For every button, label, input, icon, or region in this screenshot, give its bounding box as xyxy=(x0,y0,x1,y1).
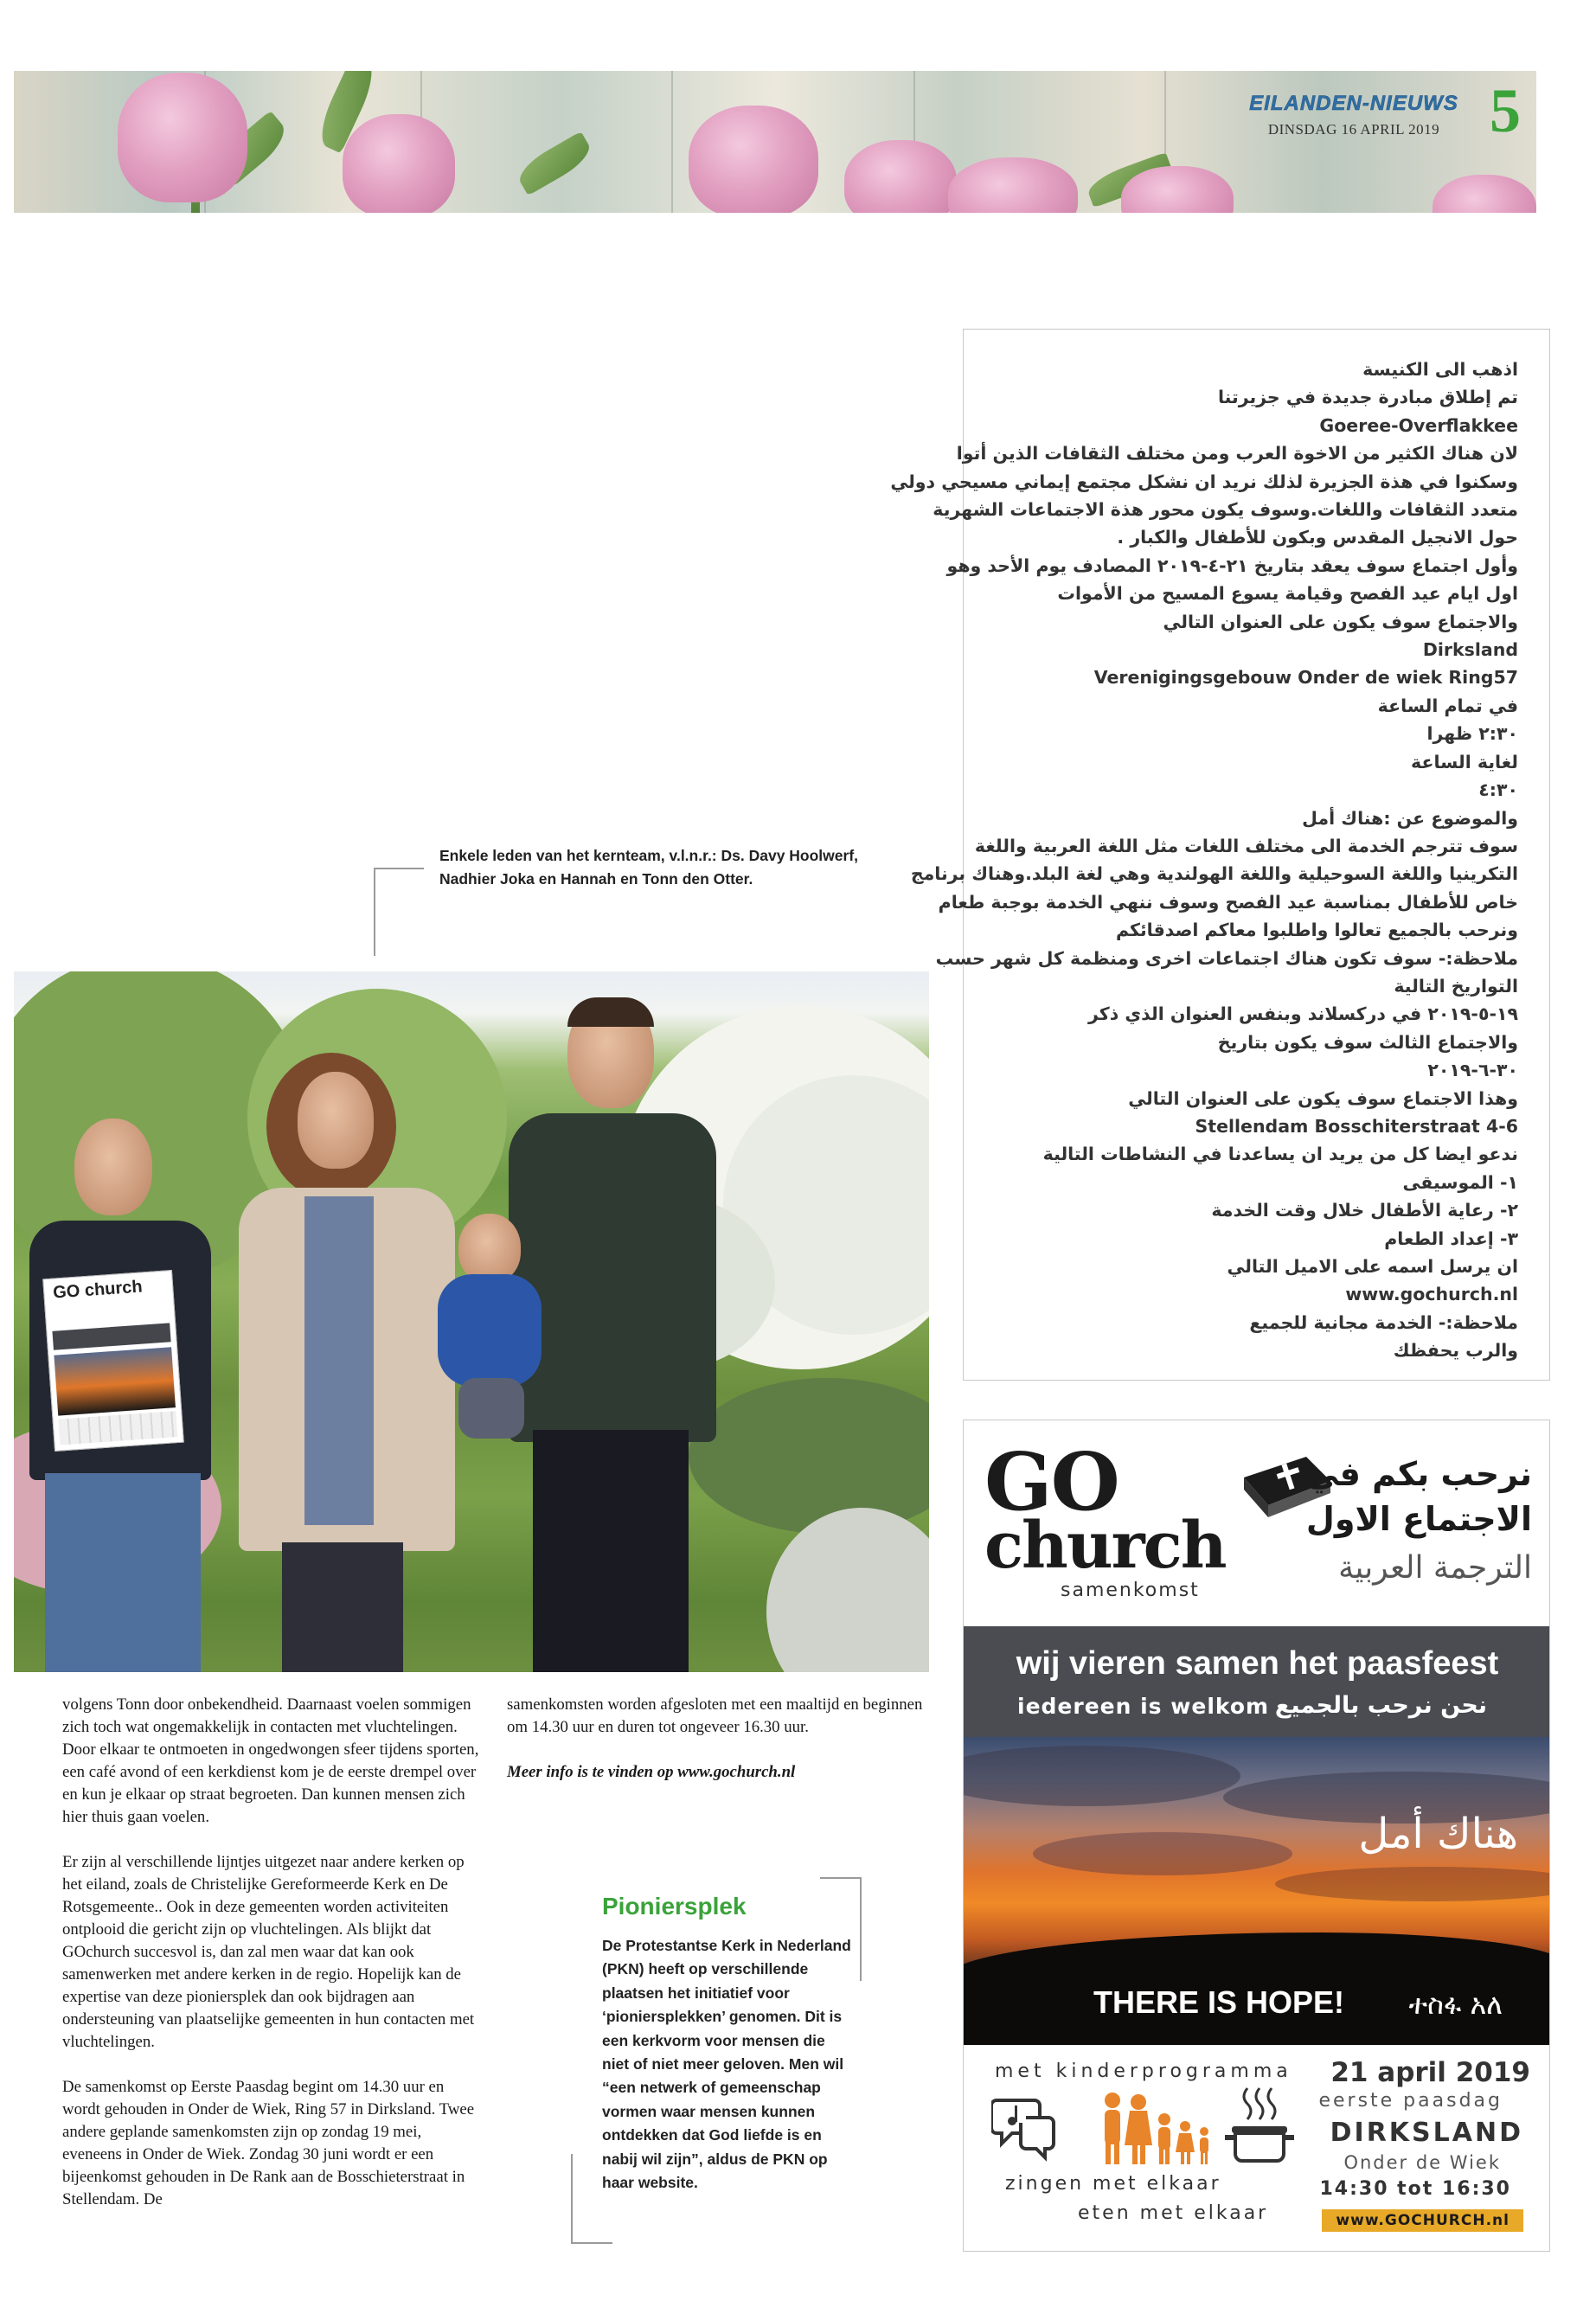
arabic-notice-line: ٢:٣٠ ظهرا xyxy=(1426,723,1518,745)
arabic-notice-line: www.gochurch.nl xyxy=(1345,1284,1518,1305)
photo-poster xyxy=(42,1270,184,1452)
arabic-notice-line: التكرينيا واللغة السوحيلية واللغة الهولندية وهي لغة البلد.وهناك برنامج xyxy=(910,863,1518,885)
poster-arabic-welcome: نرحب بكم في xyxy=(1305,1455,1532,1493)
arabic-notice-line: وهذا الاجتماع سوف يكون على العنوان التالي xyxy=(1128,1087,1518,1109)
sidebar-body: De Protestantse Kerk in Nederland (PKN) heeft op verschillende plaatsen het initiatief voor ‘pioniersplekken’ genomen. Dit is een kerkvorm voor mensen die niet of niet meer geloven. Men wil “een netwerk of gemeenschap vormen waar mensen kunnen ontdekken dat God liefde is en nabij wil zijn”, aldus de PKN op haar website. xyxy=(602,1937,851,2192)
music-icon xyxy=(991,2093,1069,2163)
arabic-notice-line: Dirksland xyxy=(1422,639,1518,661)
poster-sunset-image xyxy=(964,1737,1550,2045)
arabic-notice-line: التواريخ التالية xyxy=(1394,975,1518,997)
photo-caption: Enkele leden van het kernteam, v.l.n.r.: Ds. Davy Hoolwerf, Nadhier Joka en Hannah en Tonn den Otter. xyxy=(439,847,859,888)
arabic-notice-line: خاص للأطفال بمناسبة عيد الفصح وسوف ننهي الخدمة بوجبة طعام xyxy=(938,891,1518,913)
poster-sing: zingen met elkaar xyxy=(1005,2173,1221,2195)
arabic-notice-line: Stellendam Bosschiterstraat 4-6 xyxy=(1195,1115,1518,1137)
masthead-title: EILANDEN-NIEUWS xyxy=(1249,92,1458,115)
more-info-text: Meer info is te vinden op www.gochurch.nl xyxy=(507,1763,796,1781)
poster-hope-arabic: هناك أمل xyxy=(1358,1810,1518,1858)
article-column-2 xyxy=(507,1694,927,1806)
masthead-date: DINSDAG 16 APRIL 2019 xyxy=(1267,121,1440,138)
poster-eat: eten met elkaar xyxy=(1078,2202,1269,2224)
arabic-notice-line: اول ايام عيد الفصح وقيامة يسوع المسيح من الأموات xyxy=(1057,583,1518,605)
arabic-notice-line: والرب يحفظك xyxy=(1393,1340,1518,1362)
arabic-notice-line: ٣- إعداد الطعام xyxy=(1384,1227,1518,1249)
poster-arabic-translation: الترجمة العربية xyxy=(1338,1550,1532,1586)
poster-date: 21 april 2019 xyxy=(1330,2057,1530,2088)
arabic-notice-line: لغاية الساعة xyxy=(1411,751,1518,772)
arabic-notice-line: Goeree-Overflakkee xyxy=(1319,414,1518,436)
arabic-notice-line: ونرحب بالجميع تعالوا واطلبوا معاكم اصدقائكم xyxy=(1115,920,1518,941)
poster-place: DIRKSLAND xyxy=(1330,2118,1523,2148)
arabic-notice-line: تم إطلاق مبادرة جديدة في جزيرتنا xyxy=(1217,387,1518,408)
arabic-notice-line: والموضوع عن :هناك أمل xyxy=(1302,807,1518,829)
article-paragraph: Er zijn al verschillende lijntjes uitgezet naar andere kerken op het eiland, zoals de Christelijke Gereformeerde Kerk en De Rotsgemeente.. Ook in deze gemeenten worden activiteiten ontplooid die gericht zijn op vluchtelingen. Als blijkt dat GOchurch succesvol is, dan zal men waar dat kan ook samenwerken met andere kerken in de regio. Hopelijk kan de expertise van deze pioniersplek dan ook bijdragen aan ondersteuning van plaatselijke gemeenten in hun contacten met vluchtelingen. xyxy=(62,1853,475,2051)
sidebar-title: Pioniersplek xyxy=(602,1893,747,1920)
arabic-notice-line: ملاحظة:- الخدمة مجانية للجميع xyxy=(1249,1311,1518,1333)
poster-kinderprogramma: met kinderprogramma xyxy=(995,2061,1292,2082)
family-icon xyxy=(1093,2092,1215,2164)
arabic-notice-line: وأول اجتماع سوف يعقد بتاريخ ٢١-٤-٢٠١٩ المصادف يوم الأحد وهو xyxy=(946,554,1518,576)
poster-headline: wij vieren samen het paasfeest xyxy=(1016,1645,1499,1682)
team-photo xyxy=(14,971,929,1672)
poster-subtitle: samenkomst xyxy=(1061,1580,1200,1601)
arabic-notice-line: ١٩-٥-٢٠١٩ في دركسلاند وبنفس العنوان الذي ذكر xyxy=(1088,1003,1518,1025)
arabic-notice-line: متعدد الثقافات واللغات.وسوف يكون محور هذة الاجتماعات الشهرية xyxy=(933,499,1518,521)
arabic-notice-line: ان يرسل اسمه على الاميل التالي xyxy=(1227,1256,1518,1277)
article-paragraph: samenkomsten worden afgesloten met een maaltijd en beginnen om 14.30 uur en duren tot ongeveer 16.30 uur. xyxy=(507,1695,923,1736)
arabic-notice-line: لان هناك الكثير من الاخوة العرب ومن مختلف الثقافات الذين أتوا xyxy=(956,443,1518,465)
gochurch-logo-church: church xyxy=(984,1509,1226,1583)
poster-url: www.GOCHURCH.nl xyxy=(1322,2209,1523,2232)
person-baby xyxy=(420,1214,559,1456)
arabic-notice-line: ملاحظة:- سوف تكون هناك اجتماعات اخرى ومنظمة كل شهر حسب xyxy=(935,947,1518,969)
arabic-notice-line: ١- الموسيقى xyxy=(1402,1171,1518,1193)
caption-bracket xyxy=(374,868,424,956)
poster-address: Onder de Wiek xyxy=(1343,2152,1501,2173)
page-number: 5 xyxy=(1490,76,1521,145)
gochurch-logo-go: GO xyxy=(984,1435,1118,1529)
poster-welcome-arabic: نحن نرحب بالجميع xyxy=(1274,1692,1487,1719)
photo-poster-logo: GO church xyxy=(52,1277,144,1303)
arabic-notice-line: سوف تترجم الخدمة الى مختلف اللغات مثل اللغة العربية واللغة xyxy=(974,835,1518,856)
poster-time: 14:30 tot 16:30 xyxy=(1319,2178,1511,2200)
poster-welcome: iedereen is welkom xyxy=(1017,1694,1270,1719)
gochurch-logo xyxy=(984,1435,1226,1583)
arabic-notice-line: ٤:٣٠ xyxy=(1478,779,1518,801)
arabic-notice-line: والاجتماع الثالث سوف يكون بتاريخ xyxy=(1217,1031,1518,1053)
arabic-notice xyxy=(890,329,1550,1381)
article-paragraph: volgens Tonn door onbekendheid. Daarnaast voelen sommigen zich toch wat ongemakkelijk in contacten met vluchtelingen. Door elkaar te ontmoeten in ongedwongen sfeer tijdens sporten, een café avond of een kerkdienst kom je de eerste drempel over en kun je elkaar op straat begroeten. Dan kunnen mensen zich hier thuis gaan voelen. xyxy=(62,1695,479,1826)
arabic-notice-line: والاجتماع سوف يكون على العنوان التالي xyxy=(1163,611,1518,632)
poster-arabic-meeting: الاجتماع الاول xyxy=(1305,1500,1532,1538)
arabic-notice-line: اذهب الى الكنيسة xyxy=(1362,359,1518,380)
poster-headline-band xyxy=(964,1626,1550,1737)
cooking-pot-icon xyxy=(1225,2085,1294,2164)
article-paragraph: De samenkomst op Eerste Paasdag begint om 14.30 uur en wordt gehouden in Onder de Wiek, Ring 57 in Dirksland. Twee andere geplande samenkomsten zijn op zondag 19 mei, eveneens in Onder de Wiek. Zondag 30 juni wordt er een bijeenkomst gehouden in De Rank aan de Bosschieterstraat in Stellendam. De xyxy=(62,2078,475,2208)
arabic-notice-line: ٢- رعاية الأطفال خلال وقت الخدمة xyxy=(1211,1200,1518,1221)
poster-hope-tigrinya: ተስፋ አለ xyxy=(1408,1988,1503,2021)
gochurch-poster xyxy=(963,1420,1550,2252)
article-column-1 xyxy=(62,1694,483,2234)
arabic-notice-line: Verenigingsgebouw Onder de wiek Ring57 xyxy=(1093,667,1518,689)
arabic-notice-line: ٣٠-٦-٢٠١٩ xyxy=(1427,1060,1518,1081)
poster-hope: THERE IS HOPE! xyxy=(1093,1984,1345,2020)
arabic-notice-line: حول الانجيل المقدس وبكون للأطفال والكبار . xyxy=(1117,527,1518,548)
arabic-notice-line: وسكنوا في هذة الجزيرة لذلك نريد ان نشكل مجتمع إيماني مسيحي دولي xyxy=(890,471,1518,492)
poster-day: eerste paasdag xyxy=(1318,2090,1503,2112)
arabic-notice-line: في تمام الساعة xyxy=(1377,695,1518,716)
arabic-notice-line: ندعو ايضا كل من يريد ان يساعدنا في النشاطات التالية xyxy=(1042,1144,1518,1165)
